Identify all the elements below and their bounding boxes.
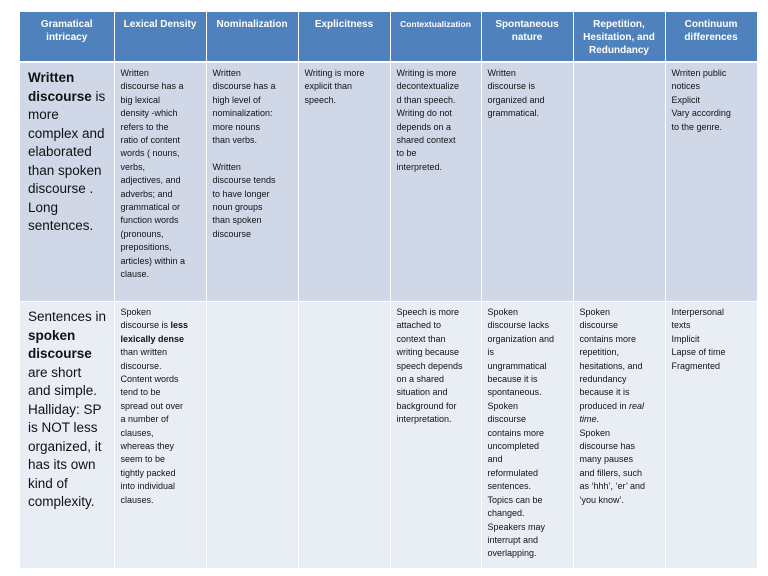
header-lexical-density: Lexical Density — [114, 12, 206, 62]
spoken-intricacy-text: are short and simple. Halliday: SP is NOT less organized, it has its own kind of complexity. — [28, 364, 102, 509]
spoken-continuum-cell: Interpersonal texts Implicit Lapse of time Fragmented — [665, 302, 757, 569]
written-intricacy-cell — [20, 62, 114, 302]
header-contextualization: Contextualization — [390, 12, 481, 62]
written-explicitness-cell: Writing is more explicit than speech. — [298, 62, 390, 302]
spoken-explicitness-cell — [298, 302, 390, 569]
spoken-lexical-intro: Spoken discourse is — [120, 307, 169, 331]
header-grammatical-intricacy: Gramatical intricacy — [20, 12, 114, 62]
header-nominalization: Nominalization — [206, 12, 298, 62]
spoken-intricacy-intro: Sentences in — [28, 309, 107, 324]
header-explicitness: Explicitness — [298, 12, 390, 62]
spoken-repetition-intro: Spoken discourse contains more repetition, hesitations, and redundancy because it is produced in — [579, 307, 643, 411]
written-lexical-density-cell: Written discourse has a big lexical density -which refers to the ratio of content words ( nouns, verbs, adjectives, and adverbs; and grammatical or function words (pronouns, prepositions, articles) within a clause. — [114, 62, 206, 302]
spoken-repetition-text: . Spoken discourse has many pauses and fillers, such as ‘hhh’, ‘er’ and ‘you know’. — [579, 414, 646, 505]
spoken-spontaneous-cell: Spoken discourse lacks organization and is ungrammatical because it is spontaneous. Spoken discourse contains more uncompleted and reformulated sentences. Topics can be changed. Speakers may interrupt and overlapping. — [481, 302, 573, 569]
comparison-slide — [20, 12, 758, 569]
written-discourse-term: Written discourse — [28, 70, 92, 104]
header-row — [20, 12, 757, 62]
spoken-intricacy-cell — [20, 302, 114, 569]
real-time-term: real time — [579, 400, 645, 425]
spoken-nominalization-cell — [206, 302, 298, 569]
spoken-discourse-term: spoken discourse — [28, 327, 92, 361]
spoken-contextualization-cell: Speech is more attached to context than writing because speech depends on a shared situation and background for interpretation. — [390, 302, 481, 569]
spoken-repetition-cell — [573, 302, 665, 569]
spoken-lexical-density-cell — [114, 302, 206, 569]
comparison-table — [20, 12, 758, 569]
written-contextualization-cell: Writing is more decontextualize d than speech. Writing do not depends on a shared context to be interpreted. — [390, 62, 481, 302]
written-continuum-cell: Wrriten public notices Explicit Vary according to the genre. — [665, 62, 757, 302]
spoken-lexical-text: than written discourse. Content words tend to be spread out over a number of clauses, whereas they seem to be tightly packed into individual clauses. — [120, 347, 184, 505]
written-intricacy-text: is more complex and elaborated than spoken discourse . Long sentences. — [28, 88, 106, 233]
less-lexically-dense-term: less lexically dense — [120, 320, 189, 344]
written-repetition-cell — [573, 62, 665, 302]
header-repetition: Repetition, Hesitation, and Redundancy — [573, 12, 665, 62]
header-continuum-differences: Continuum differences — [665, 12, 757, 62]
written-spontaneous-cell: Written discourse is organized and grammatical. — [481, 62, 573, 302]
header-spontaneous-nature: Spontaneous nature — [481, 12, 573, 62]
spoken-discourse-row — [20, 302, 757, 569]
written-nominalization-cell: Written discourse has a high level of nominalization: more nouns than verbs. Written discourse tends to have longer noun groups than spoken discourse — [206, 62, 298, 302]
written-discourse-row — [20, 62, 757, 302]
